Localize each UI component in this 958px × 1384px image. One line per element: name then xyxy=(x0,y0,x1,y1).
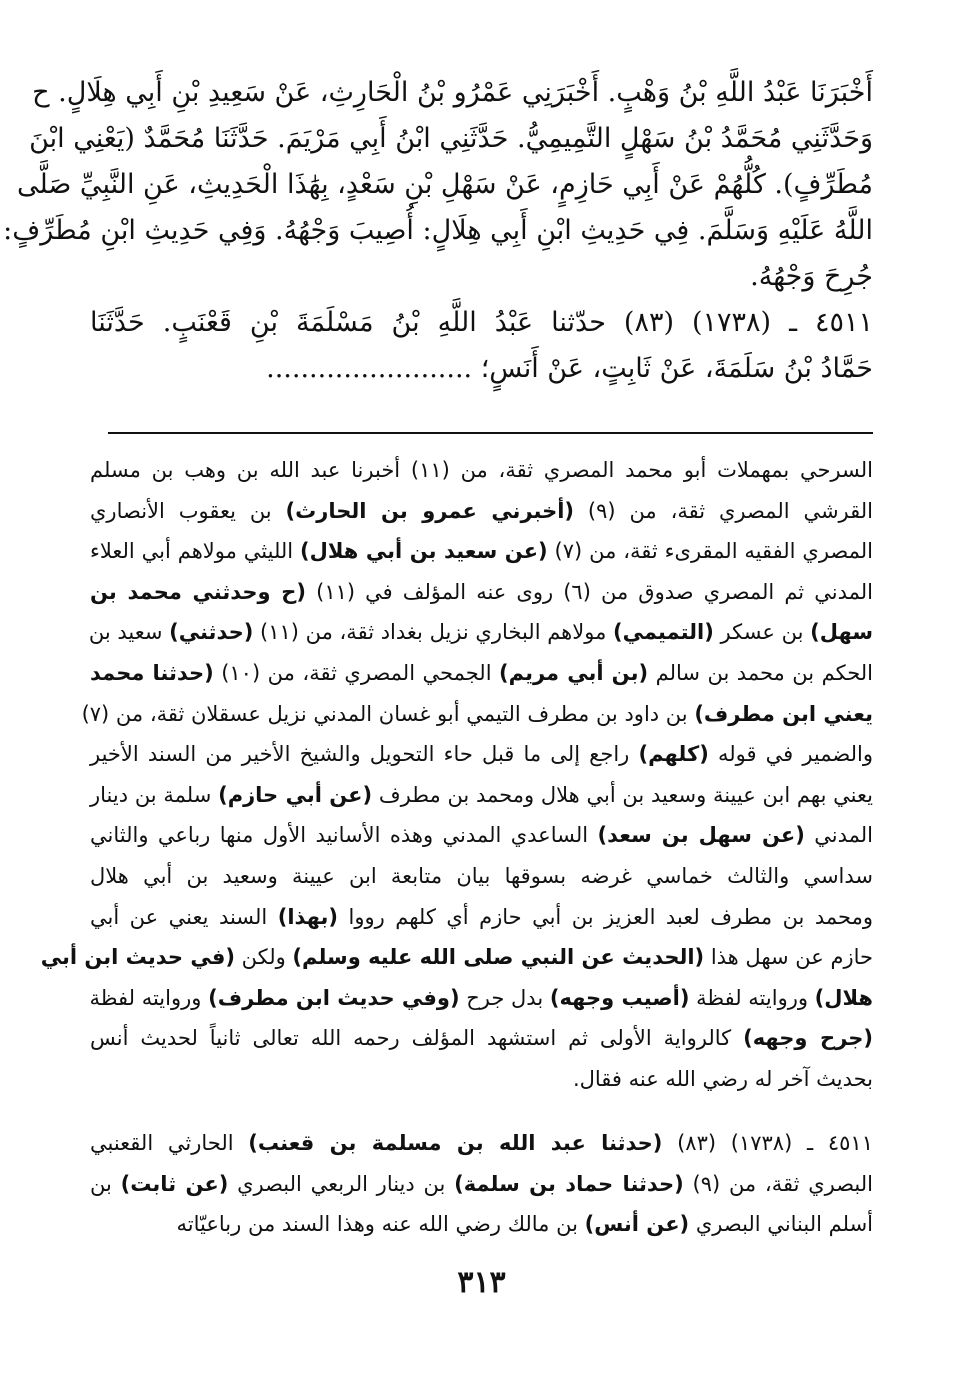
quoted-phrase: (وفي حديث ابن مطرف) xyxy=(208,985,460,1010)
commentary-text: سعيد بن xyxy=(88,620,170,645)
commentary-block xyxy=(40,450,874,1100)
hadith-text xyxy=(3,70,873,392)
commentary-text: وروايته لفظة xyxy=(89,985,209,1010)
quoted-phrase: (عن سعيد بن أبي هلال) xyxy=(300,539,548,564)
quoted-phrase: (أصيب وجهه) xyxy=(549,985,690,1010)
commentary-text: بن xyxy=(90,1171,121,1196)
hadith-line: جُرِحَ وَجْهُهُ. xyxy=(750,261,873,292)
commentary-text: بن دينار الربعي البصري xyxy=(228,1171,455,1196)
quoted-phrase: (عن سهل بن سعد) xyxy=(597,823,805,848)
commentary-line xyxy=(90,815,873,856)
quoted-phrase: (كلهم) xyxy=(638,742,709,767)
commentary-text: والضمير في قوله xyxy=(708,742,873,767)
quoted-phrase: (حدثنا حماد بن سلمة) xyxy=(454,1171,684,1196)
quoted-phrase: (التميمي) xyxy=(613,620,714,645)
commentary-text: راجع إلى ما قبل حاء التحويل والشيخ الأخير من السند الأخير xyxy=(90,742,639,767)
commentary-line xyxy=(81,694,873,735)
quoted-phrase: (عن ثابت) xyxy=(120,1171,229,1196)
commentary-line xyxy=(90,1018,873,1059)
commentary-line xyxy=(90,734,873,775)
commentary-text: الجمحي المصري ثقة، من (١٠) xyxy=(213,660,500,685)
commentary-text: بن داود بن مطرف التيمي أبو غسان المدني نزيل عسقلان ثقة، من (٧) xyxy=(81,701,695,726)
commentary-text: وروايته لفظة xyxy=(689,985,815,1010)
commentary-line xyxy=(90,491,873,532)
hadith-line: مُطَرِّفٍ). كُلُّهُمْ عَنْ أَبِي حَازِمٍ، عَنْ سَهْلِ بْنِ سَعْدٍ، بِهَٰذَا الْحَدِيثِ، عَنِ النَّبِيِّ صَلَّى xyxy=(16,169,873,200)
commentary-line xyxy=(90,1204,873,1245)
commentary-text: يعني بهم ابن عيينة وسعيد بن أبي هلال ومحمد بن مطرف xyxy=(372,782,873,807)
commentary-text: بدل جرح xyxy=(459,985,550,1010)
commentary-text: المصري الفقيه المقرىء ثقة، من (٧) xyxy=(547,539,874,564)
quoted-phrase: (أخبرني عمرو بن الحارث) xyxy=(285,498,575,523)
quoted-phrase: (ح وحدثني محمد بن xyxy=(90,579,307,604)
commentary-text: البصري ثقة، من (٩) xyxy=(683,1171,873,1196)
commentary-text: الليثي مولاهم أبي العلاء xyxy=(90,539,301,564)
page-number: ٣١٣ xyxy=(457,1265,506,1300)
commentary-text: ٤٥١١ ـ (١٧٣٨) (٨٣) xyxy=(662,1131,873,1155)
quoted-phrase: (عن أبي حازم) xyxy=(218,782,373,807)
commentary-line xyxy=(90,856,873,897)
commentary-text: الساعدي المدني وهذه الأسانيد الأول منها رباعي والثاني xyxy=(90,823,598,848)
commentary-line xyxy=(90,1164,873,1205)
commentary-line xyxy=(90,653,873,694)
quoted-phrase: (جرح وجهه) xyxy=(743,1026,873,1051)
book-page xyxy=(3,0,874,1384)
quoted-phrase: (حدثنا عبد الله بن مسلمة بن قعنب) xyxy=(248,1131,663,1155)
commentary-text: بحديث آخر له رضي الله عنه فقال. xyxy=(572,1066,873,1091)
hadith-line: أَخْبَرَنَا عَبْدُ اللَّهِ بْنُ وَهْبٍ. أَخْبَرَنِي عَمْرُو بْنُ الْحَارِثِ، عَنْ سَعِيدِ بْنِ أَبِي هِلَالٍ. ح xyxy=(32,77,873,108)
commentary-text: المدني xyxy=(804,823,873,848)
footnote-divider xyxy=(108,432,873,434)
commentary-text: المدني ثم المصري صدوق من (٦) روى عنه المؤلف في (١١) xyxy=(306,579,873,604)
hadith-line: اللَّهُ عَلَيْهِ وَسَلَّمَ. فِي حَدِيثِ ابْنِ أَبِي هِلَالٍ: أُصِيبَ وَجْهُهُ. وَفِي حَدِيثِ ابْنِ مُطَرِّفٍ: xyxy=(3,215,873,246)
commentary-line xyxy=(90,1123,873,1164)
commentary-line xyxy=(90,531,873,572)
commentary-text: ولكن xyxy=(234,945,293,970)
commentary-line xyxy=(90,775,873,816)
commentary-text: الحكم بن محمد بن سالم xyxy=(648,660,873,685)
commentary-line xyxy=(90,612,873,653)
commentary-line xyxy=(90,1059,873,1100)
commentary-text: السند يعني عن أبي xyxy=(90,904,278,929)
commentary-line xyxy=(40,937,873,978)
commentary-text: القرشي المصري ثقة، من (٩) xyxy=(574,498,873,523)
quoted-phrase: (في حديث ابن أبي xyxy=(40,945,235,970)
hadith-line: وَحَدَّثَنِي مُحَمَّدُ بْنُ سَهْلٍ التَّمِيمِيُّ. حَدَّثَنِي ابْنُ أَبِي مَرْيَمَ. حَدَّثَنَا مُحَمَّدٌ (يَعْنِي ابْنَ xyxy=(29,123,873,154)
commentary-text: بن مالك رضي الله عنه وهذا السند من رباعيّاته xyxy=(176,1212,585,1237)
commentary-text: سلمة بن دينار xyxy=(90,782,219,807)
quoted-phrase: (بهذا) xyxy=(277,904,339,929)
commentary-text: كالرواية الأولى ثم استشهد المؤلف رحمه الله تعالى ثانياً لحديث أنس xyxy=(90,1026,744,1051)
commentary-line xyxy=(90,572,873,613)
commentary-text: أسلم البناني البصري xyxy=(689,1212,873,1237)
commentary-text: ومحمد بن مطرف لعبد العزيز بن أبي حازم أي كلهم رووا xyxy=(338,904,873,929)
quoted-phrase: (بن أبي مريم) xyxy=(499,660,649,685)
quoted-phrase: (الحديث عن النبي صلى الله عليه وسلم) xyxy=(292,945,705,970)
commentary-text: بن يعقوب الأنصاري xyxy=(90,498,286,523)
commentary-text: مولاهم البخاري نزيل بغداد ثقة، من (١١) xyxy=(253,620,613,645)
quoted-phrase: (عن أنس) xyxy=(584,1212,690,1237)
commentary-line xyxy=(90,450,873,491)
quoted-phrase: (حدثني) xyxy=(169,620,254,645)
quoted-phrase: هلال) xyxy=(814,985,873,1010)
quoted-phrase: يعني ابن مطرف) xyxy=(694,701,873,726)
commentary-text: بن عسكر xyxy=(713,620,811,645)
quoted-phrase: (حدثنا محمد xyxy=(90,660,214,685)
commentary-text: حازم عن سهل هذا xyxy=(704,945,873,970)
commentary-line xyxy=(90,897,873,938)
commentary-block-2 xyxy=(90,1123,873,1245)
commentary-line xyxy=(90,978,873,1019)
quoted-phrase: سهل) xyxy=(810,620,873,645)
commentary-text: السرحي بمهملات أبو محمد المصري ثقة، من (١١) أخبرنا عبد الله بن وهب بن مسلم xyxy=(90,458,873,482)
commentary-text: سداسي والثالث خماسي غرضه بسوقها بيان متابعة ابن عيينة وسعيد بن أبي هلال xyxy=(90,863,873,888)
commentary-text: الحارثي القعنبي xyxy=(90,1131,249,1155)
hadith-line: حَمَّادُ بْنُ سَلَمَةَ، عَنْ ثَابِتٍ، عَنْ أَنَسٍ؛ ........................ xyxy=(266,353,873,384)
hadith-line: ٤٥١١ ـ (١٧٣٨) (٨٣) حدّثنا عَبْدُ اللَّهِ بْنُ مَسْلَمَةَ بْنِ قَعْنَبٍ. حَدَّثَنَا xyxy=(90,307,873,338)
